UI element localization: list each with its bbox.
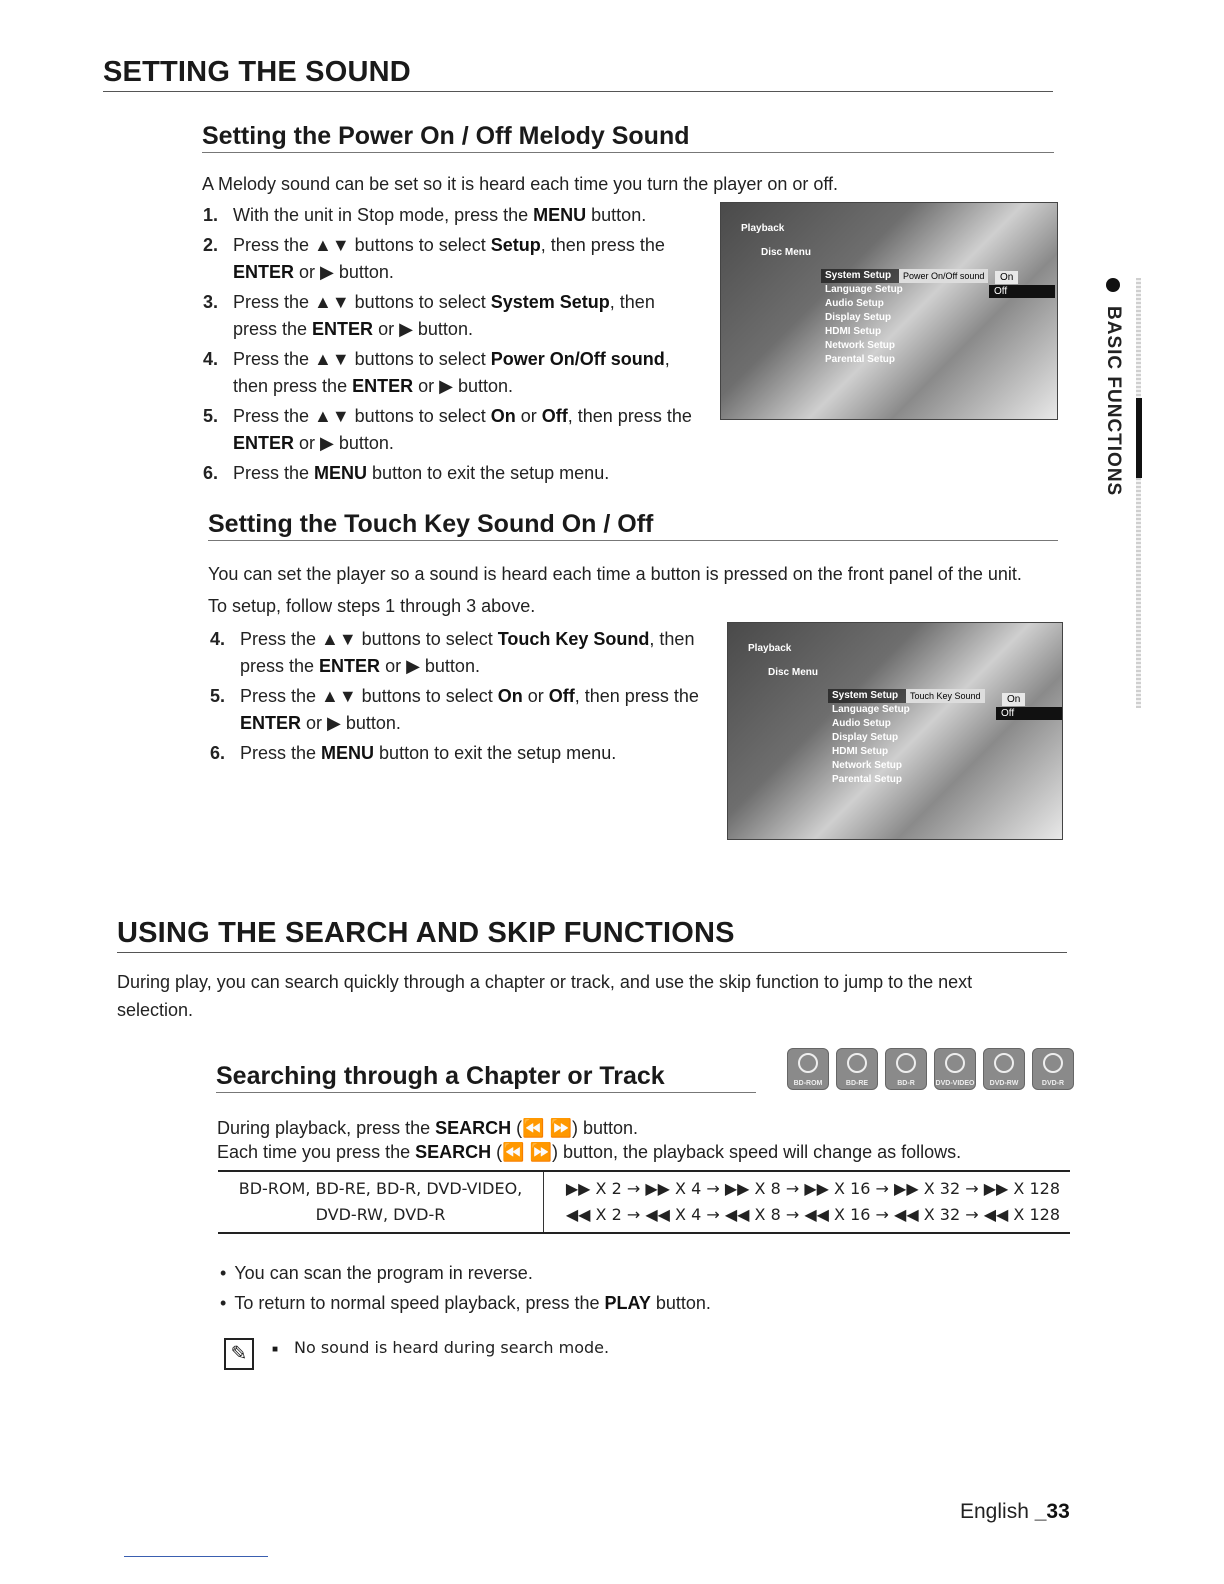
note-bullet-icon: ■ — [272, 1344, 279, 1355]
section-title-search-skip: USING THE SEARCH AND SKIP FUNCTIONS — [117, 917, 1067, 953]
page-footer — [960, 1500, 1070, 1524]
forward-speeds: ▶▶ X 2 → ▶▶ X 4 → ▶▶ X 8 → ▶▶ X 16 → ▶▶ X 32 → ▶▶ X 128 — [565, 1179, 1060, 1198]
list-item: 5. Press the ▲▼ buttons to select On or Off, then press the ENTER or ▶ button. — [203, 406, 692, 453]
disc-type-icons — [780, 1048, 1080, 1095]
list-item: • You can scan the program in reverse. — [220, 1258, 1020, 1288]
touch-steps — [210, 626, 700, 770]
menu-playback: Playback — [741, 223, 785, 234]
page-number: _33 — [1034, 1500, 1070, 1523]
power-on-off-sound-label: Power On/Off sound — [899, 269, 988, 283]
bd-r-icon: BD-R — [885, 1048, 927, 1090]
section-title-setting-sound: SETTING THE SOUND — [103, 56, 1053, 92]
melody-steps — [203, 202, 703, 490]
search-speed-table — [218, 1170, 1070, 1234]
chapter-sidebar — [1096, 278, 1132, 718]
dvd-rw-icon: DVD-RW — [983, 1048, 1025, 1090]
reverse-speeds: ◀◀ X 2 → ◀◀ X 4 → ◀◀ X 8 → ◀◀ X 16 → ◀◀ X 32 → ◀◀ X 128 — [565, 1205, 1060, 1224]
list-item: 6. Press the MENU button to exit the setup menu. — [203, 463, 610, 483]
note-text: No sound is heard during search mode. — [294, 1338, 610, 1357]
setup-menu-list: System Setup Language Setup Audio Setup Display Setup HDMI Setup Network Setup Parental Setup — [825, 270, 903, 365]
note-icon: ✎ — [224, 1338, 254, 1370]
option-on: On — [1002, 693, 1025, 706]
search-skip-intro: During play, you can search quickly through a chapter or track, and use the skip function to jump to the next selection. — [117, 972, 973, 1020]
setup-menu-list: System Setup Language Setup Audio Setup Display Setup HDMI Setup Network Setup Parental Setup — [832, 690, 910, 785]
dvd-r-icon: DVD-R — [1032, 1048, 1074, 1090]
subsection-title-touch-key: Setting the Touch Key Sound On / Off — [208, 510, 1058, 541]
search-instruction-2: Each time you press the SEARCH (⏪ ⏩) button, the playback speed will change as follows. — [217, 1142, 962, 1162]
option-off-selected: Off — [996, 707, 1062, 720]
footer-rule — [124, 1556, 268, 1557]
subsection-title-searching: Searching through a Chapter or Track — [216, 1062, 756, 1093]
list-item: 1. With the unit in Stop mode, press the MENU button. — [203, 205, 647, 225]
touch-intro-1: You can set the player so a sound is heard each time a button is pressed on the front panel of the unit. — [208, 564, 1022, 584]
menu-disc-menu: Disc Menu — [768, 667, 819, 678]
sidebar-dot-icon — [1106, 278, 1120, 292]
touch-key-sound-label: Touch Key Sound — [906, 689, 985, 703]
list-item: 2. Press the ▲▼ buttons to select Setup, then press the ENTER or ▶ button. — [203, 235, 665, 282]
list-item: 3. Press the ▲▼ buttons to select System Setup, then press the ENTER or ▶ button. — [203, 292, 655, 339]
list-item: 6. Press the MENU button to exit the setup menu. — [210, 743, 617, 763]
dvd-video-icon: DVD-VIDEO — [934, 1048, 976, 1090]
melody-setup-screenshot — [720, 202, 1058, 420]
list-item: 5. Press the ▲▼ buttons to select On or Off, then press the ENTER or ▶ button. — [210, 686, 699, 733]
table-row — [218, 1172, 1070, 1232]
list-item: 4. Press the ▲▼ buttons to select Power On/Off sound, then press the ENTER or ▶ button. — [203, 349, 670, 396]
list-item: • To return to normal speed playback, press the PLAY button. — [220, 1288, 1020, 1318]
option-on: On — [995, 271, 1018, 284]
touch-intro-2: To setup, follow steps 1 through 3 above. — [208, 596, 536, 616]
option-off-selected: Off — [989, 285, 1055, 298]
search-notes — [220, 1258, 1020, 1318]
melody-intro: A Melody sound can be set so it is heard each time you turn the player on or off. — [202, 174, 839, 194]
search-instruction-1: During playback, press the SEARCH (⏪ ⏩) button. — [217, 1118, 638, 1138]
speed-sequence-cell — [544, 1172, 1071, 1232]
menu-disc-menu: Disc Menu — [761, 247, 812, 258]
bd-rom-icon: BD-ROM — [787, 1048, 829, 1090]
list-item: 4. Press the ▲▼ buttons to select Touch Key Sound, then press the ENTER or ▶ button. — [210, 629, 695, 676]
bd-re-icon: BD-RE — [836, 1048, 878, 1090]
menu-playback: Playback — [748, 643, 792, 654]
sidebar-label: BASIC FUNCTIONS — [1103, 306, 1124, 497]
touch-key-setup-screenshot — [727, 622, 1063, 840]
footer-language: English — [960, 1500, 1029, 1523]
disc-types-cell: BD-ROM, BD-RE, BD-R, DVD-VIDEO, DVD-RW, DVD-R — [218, 1172, 544, 1232]
subsection-title-melody: Setting the Power On / Off Melody Sound — [202, 122, 1054, 153]
